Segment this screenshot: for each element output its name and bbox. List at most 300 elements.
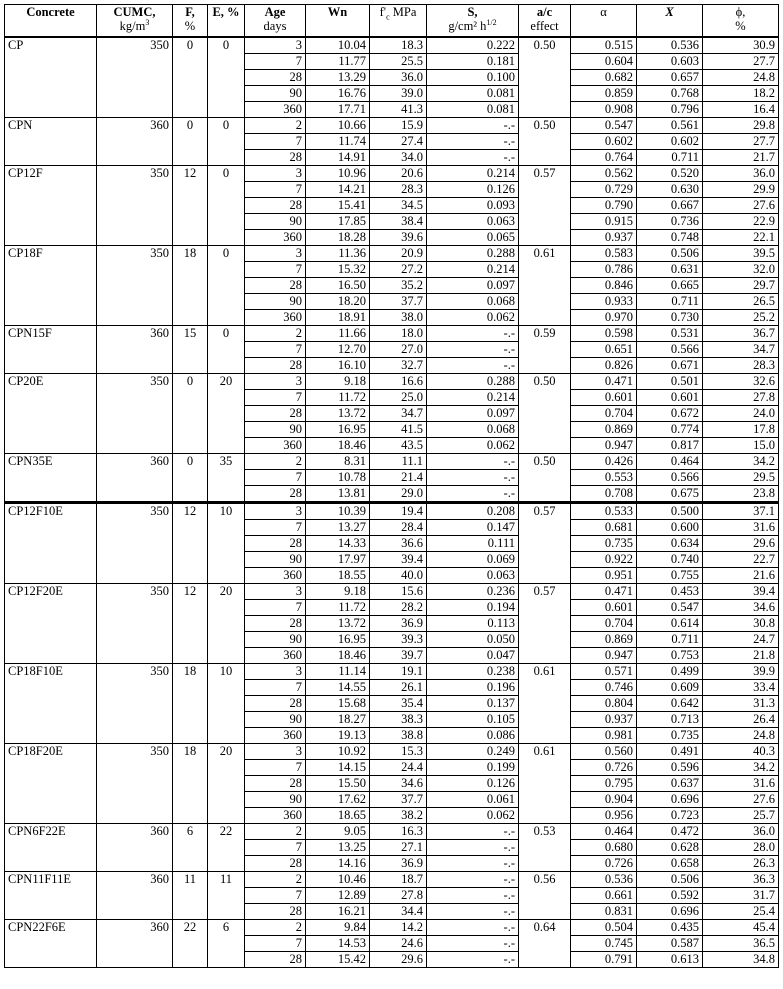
alpha-cell: 0.795 — [571, 776, 637, 792]
s-cell: -.- — [427, 326, 519, 342]
x-cell: 0.596 — [637, 760, 703, 776]
s-cell: 0.194 — [427, 600, 519, 616]
s-cell: -.- — [427, 856, 519, 872]
alpha-cell: 0.651 — [571, 342, 637, 358]
fc-cell: 39.6 — [370, 230, 427, 246]
alpha-cell: 0.704 — [571, 616, 637, 632]
alpha-cell: 0.764 — [571, 150, 637, 166]
phi-cell: 27.7 — [703, 54, 779, 70]
age-cell: 3 — [245, 166, 306, 182]
alpha-cell: 0.956 — [571, 808, 637, 824]
x-cell: 0.642 — [637, 696, 703, 712]
wn-cell: 10.66 — [306, 118, 370, 134]
age-cell: 7 — [245, 54, 306, 70]
x-cell: 0.755 — [637, 568, 703, 584]
header-cumc: CUMC, $kg/m^3$ — [97, 5, 173, 38]
age-cell: 28 — [245, 198, 306, 214]
s-cell: 0.097 — [427, 278, 519, 294]
s-cell: 0.068 — [427, 422, 519, 438]
s-cell: 0.214 — [427, 390, 519, 406]
x-cell: 0.667 — [637, 198, 703, 214]
alpha-cell: 0.933 — [571, 294, 637, 310]
alpha-cell: 0.981 — [571, 728, 637, 744]
fc-cell: 29.0 — [370, 486, 427, 503]
phi-cell: 26.5 — [703, 294, 779, 310]
cumc-cell: 350 — [97, 166, 173, 246]
ac-cell: 0.61 — [519, 246, 571, 326]
x-cell: 0.748 — [637, 230, 703, 246]
alpha-cell: 0.571 — [571, 664, 637, 680]
x-cell: 0.630 — [637, 182, 703, 198]
f-cell: 18 — [173, 664, 208, 744]
s-cell: -.- — [427, 454, 519, 470]
table-row — [5, 584, 779, 600]
wn-cell: 14.53 — [306, 936, 370, 952]
alpha-cell: 0.471 — [571, 584, 637, 600]
x-cell: 0.491 — [637, 744, 703, 760]
wn-cell: 16.10 — [306, 358, 370, 374]
s-cell: 0.181 — [427, 54, 519, 70]
age-cell: 28 — [245, 696, 306, 712]
age-cell: 7 — [245, 936, 306, 952]
e-cell: 0 — [208, 246, 245, 326]
phi-cell: 25.4 — [703, 904, 779, 920]
age-cell: 360 — [245, 438, 306, 454]
ac-cell: 0.61 — [519, 664, 571, 744]
age-cell: 360 — [245, 230, 306, 246]
alpha-cell: 0.869 — [571, 422, 637, 438]
alpha-cell: 0.515 — [571, 37, 637, 54]
phi-cell: 31.6 — [703, 776, 779, 792]
wn-cell: 17.85 — [306, 214, 370, 230]
phi-cell: 16.4 — [703, 102, 779, 118]
wn-cell: 18.46 — [306, 648, 370, 664]
alpha-cell: 0.726 — [571, 760, 637, 776]
wn-cell: 12.89 — [306, 888, 370, 904]
fc-cell: 34.6 — [370, 776, 427, 792]
fc-cell: 36.6 — [370, 536, 427, 552]
phi-cell: 34.8 — [703, 952, 779, 968]
alpha-cell: 0.846 — [571, 278, 637, 294]
fc-cell: 28.2 — [370, 600, 427, 616]
phi-cell: 39.9 — [703, 664, 779, 680]
e-cell: 10 — [208, 664, 245, 744]
age-cell: 90 — [245, 86, 306, 102]
fc-cell: 15.6 — [370, 584, 427, 600]
wn-cell: 10.78 — [306, 470, 370, 486]
phi-cell: 34.6 — [703, 600, 779, 616]
age-cell: 28 — [245, 616, 306, 632]
table-row — [5, 246, 779, 262]
alpha-cell: 0.562 — [571, 166, 637, 182]
cumc-cell: 350 — [97, 374, 173, 454]
concrete-name-cell: CPN6F22E — [5, 824, 97, 872]
e-cell: 0 — [208, 166, 245, 246]
s-cell: -.- — [427, 936, 519, 952]
alpha-cell: 0.826 — [571, 358, 637, 374]
phi-cell: 27.6 — [703, 792, 779, 808]
age-cell: 2 — [245, 920, 306, 936]
wn-cell: 8.31 — [306, 454, 370, 470]
x-cell: 0.740 — [637, 552, 703, 568]
age-cell: 7 — [245, 262, 306, 278]
wn-cell: 18.91 — [306, 310, 370, 326]
f-cell: 6 — [173, 824, 208, 872]
wn-cell: 11.74 — [306, 134, 370, 150]
s-cell: 0.126 — [427, 182, 519, 198]
f-cell: 0 — [173, 454, 208, 503]
x-cell: 0.713 — [637, 712, 703, 728]
age-cell: 7 — [245, 390, 306, 406]
wn-cell: 14.16 — [306, 856, 370, 872]
x-cell: 0.464 — [637, 454, 703, 470]
wn-cell: 13.72 — [306, 616, 370, 632]
wn-cell: 14.21 — [306, 182, 370, 198]
s-cell: 0.068 — [427, 294, 519, 310]
x-cell: 0.657 — [637, 70, 703, 86]
x-cell: 0.547 — [637, 600, 703, 616]
f-cell: 11 — [173, 872, 208, 920]
e-cell: 0 — [208, 37, 245, 118]
age-cell: 90 — [245, 552, 306, 568]
wn-cell: 14.55 — [306, 680, 370, 696]
fc-cell: 11.1 — [370, 454, 427, 470]
ac-cell: 0.53 — [519, 824, 571, 872]
s-cell: -.- — [427, 470, 519, 486]
fc-cell: 39.4 — [370, 552, 427, 568]
s-cell: 0.100 — [427, 70, 519, 86]
s-cell: 0.137 — [427, 696, 519, 712]
concrete-name-cell: CP18F20E — [5, 744, 97, 824]
wn-cell: 15.42 — [306, 952, 370, 968]
x-cell: 0.566 — [637, 342, 703, 358]
fc-cell: 34.0 — [370, 150, 427, 166]
age-cell: 3 — [245, 374, 306, 390]
fc-cell: 38.3 — [370, 712, 427, 728]
fc-cell: 25.5 — [370, 54, 427, 70]
phi-cell: 24.8 — [703, 70, 779, 86]
table-row — [5, 664, 779, 680]
s-cell: 0.093 — [427, 198, 519, 214]
alpha-cell: 0.708 — [571, 486, 637, 503]
alpha-cell: 0.790 — [571, 198, 637, 214]
fc-cell: 24.6 — [370, 936, 427, 952]
ac-cell: 0.57 — [519, 584, 571, 664]
s-cell: 0.063 — [427, 214, 519, 230]
phi-cell: 25.2 — [703, 310, 779, 326]
f-cell: 12 — [173, 503, 208, 584]
e-cell: 10 — [208, 503, 245, 584]
wn-cell: 13.25 — [306, 840, 370, 856]
wn-cell: 16.95 — [306, 422, 370, 438]
cumc-cell: 350 — [97, 744, 173, 824]
cumc-cell: 350 — [97, 246, 173, 326]
alpha-cell: 0.786 — [571, 262, 637, 278]
wn-cell: 14.15 — [306, 760, 370, 776]
age-cell: 3 — [245, 744, 306, 760]
cumc-cell: 350 — [97, 584, 173, 664]
alpha-cell: 0.533 — [571, 503, 637, 520]
wn-cell: 15.50 — [306, 776, 370, 792]
cumc-cell: 360 — [97, 454, 173, 503]
alpha-cell: 0.922 — [571, 552, 637, 568]
x-cell: 0.675 — [637, 486, 703, 503]
s-cell: -.- — [427, 872, 519, 888]
s-cell: 0.199 — [427, 760, 519, 776]
wn-cell: 18.28 — [306, 230, 370, 246]
x-cell: 0.601 — [637, 390, 703, 406]
cumc-cell: 350 — [97, 503, 173, 584]
s-cell: -.- — [427, 358, 519, 374]
alpha-cell: 0.601 — [571, 390, 637, 406]
s-cell: 0.238 — [427, 664, 519, 680]
s-cell: -.- — [427, 888, 519, 904]
wn-cell: 13.29 — [306, 70, 370, 86]
wn-cell: 14.33 — [306, 536, 370, 552]
f-cell: 12 — [173, 584, 208, 664]
s-cell: -.- — [427, 150, 519, 166]
x-cell: 0.730 — [637, 310, 703, 326]
age-cell: 90 — [245, 712, 306, 728]
wn-cell: 11.72 — [306, 390, 370, 406]
ac-cell: 0.61 — [519, 744, 571, 824]
fc-cell: 29.6 — [370, 952, 427, 968]
fc-cell: 38.2 — [370, 808, 427, 824]
phi-cell: 24.7 — [703, 632, 779, 648]
x-cell: 0.536 — [637, 37, 703, 54]
fc-cell: 38.0 — [370, 310, 427, 326]
ac-cell: 0.57 — [519, 503, 571, 584]
x-cell: 0.628 — [637, 840, 703, 856]
phi-cell: 22.1 — [703, 230, 779, 246]
alpha-cell: 0.908 — [571, 102, 637, 118]
fc-cell: 37.7 — [370, 294, 427, 310]
alpha-cell: 0.804 — [571, 696, 637, 712]
phi-cell: 17.8 — [703, 422, 779, 438]
x-cell: 0.613 — [637, 952, 703, 968]
wn-cell: 13.27 — [306, 520, 370, 536]
table-row — [5, 118, 779, 134]
cumc-cell: 360 — [97, 326, 173, 374]
x-cell: 0.665 — [637, 278, 703, 294]
fc-cell: 25.0 — [370, 390, 427, 406]
phi-cell: 33.4 — [703, 680, 779, 696]
fc-cell: 43.5 — [370, 438, 427, 454]
wn-cell: 12.70 — [306, 342, 370, 358]
x-cell: 0.435 — [637, 920, 703, 936]
x-cell: 0.587 — [637, 936, 703, 952]
phi-cell: 24.8 — [703, 728, 779, 744]
e-cell: 20 — [208, 584, 245, 664]
alpha-cell: 0.601 — [571, 600, 637, 616]
fc-cell: 18.3 — [370, 37, 427, 54]
header-alpha: α — [571, 5, 637, 38]
age-cell: 28 — [245, 952, 306, 968]
phi-cell: 36.3 — [703, 872, 779, 888]
wn-cell: 10.46 — [306, 872, 370, 888]
ac-cell: 0.64 — [519, 920, 571, 968]
f-cell: 22 — [173, 920, 208, 968]
phi-cell: 22.7 — [703, 552, 779, 568]
alpha-cell: 0.729 — [571, 182, 637, 198]
age-cell: 28 — [245, 856, 306, 872]
fc-cell: 32.7 — [370, 358, 427, 374]
wn-cell: 10.04 — [306, 37, 370, 54]
alpha-cell: 0.745 — [571, 936, 637, 952]
phi-cell: 32.0 — [703, 262, 779, 278]
alpha-cell: 0.869 — [571, 632, 637, 648]
alpha-cell: 0.915 — [571, 214, 637, 230]
s-cell: 0.062 — [427, 438, 519, 454]
f-cell: 18 — [173, 246, 208, 326]
table-row — [5, 920, 779, 936]
age-cell: 90 — [245, 294, 306, 310]
age-cell: 3 — [245, 664, 306, 680]
wn-cell: 11.72 — [306, 600, 370, 616]
s-cell: 0.214 — [427, 262, 519, 278]
concrete-name-cell: CP18F10E — [5, 664, 97, 744]
ac-cell: 0.50 — [519, 454, 571, 503]
table-row — [5, 374, 779, 390]
fc-cell: 27.4 — [370, 134, 427, 150]
s-cell: 0.062 — [427, 310, 519, 326]
wn-cell: 16.95 — [306, 632, 370, 648]
s-cell: 0.065 — [427, 230, 519, 246]
s-cell: -.- — [427, 920, 519, 936]
s-cell: 0.236 — [427, 584, 519, 600]
wn-cell: 17.97 — [306, 552, 370, 568]
x-cell: 0.672 — [637, 406, 703, 422]
x-cell: 0.637 — [637, 776, 703, 792]
header-ac: a/c effect — [519, 5, 571, 38]
fc-cell: 34.4 — [370, 904, 427, 920]
phi-cell: 31.6 — [703, 520, 779, 536]
fc-cell: 18.7 — [370, 872, 427, 888]
age-cell: 3 — [245, 37, 306, 54]
x-cell: 0.631 — [637, 262, 703, 278]
ac-cell: 0.59 — [519, 326, 571, 374]
phi-cell: 31.7 — [703, 888, 779, 904]
x-cell: 0.696 — [637, 904, 703, 920]
x-cell: 0.603 — [637, 54, 703, 70]
fc-cell: 39.3 — [370, 632, 427, 648]
f-cell: 0 — [173, 118, 208, 166]
header-fc: $f'_c$ MPa — [370, 5, 427, 38]
fc-cell: 41.3 — [370, 102, 427, 118]
age-cell: 7 — [245, 182, 306, 198]
age-cell: 2 — [245, 824, 306, 840]
f-cell: 15 — [173, 326, 208, 374]
concrete-name-cell: CPN — [5, 118, 97, 166]
phi-cell: 29.9 — [703, 182, 779, 198]
s-cell: 0.061 — [427, 792, 519, 808]
concrete-name-cell: CP12F10E — [5, 503, 97, 584]
alpha-cell: 0.536 — [571, 872, 637, 888]
s-cell: 0.214 — [427, 166, 519, 182]
fc-cell: 20.6 — [370, 166, 427, 182]
concrete-name-cell: CPN35E — [5, 454, 97, 503]
alpha-cell: 0.583 — [571, 246, 637, 262]
alpha-cell: 0.426 — [571, 454, 637, 470]
wn-cell: 16.21 — [306, 904, 370, 920]
fc-cell: 16.6 — [370, 374, 427, 390]
wn-cell: 15.41 — [306, 198, 370, 214]
s-cell: 0.196 — [427, 680, 519, 696]
wn-cell: 9.18 — [306, 584, 370, 600]
concrete-name-cell: CP12F — [5, 166, 97, 246]
wn-cell: 16.76 — [306, 86, 370, 102]
cumc-cell: 360 — [97, 920, 173, 968]
x-cell: 0.600 — [637, 520, 703, 536]
age-cell: 28 — [245, 278, 306, 294]
fc-cell: 36.9 — [370, 856, 427, 872]
age-cell: 90 — [245, 632, 306, 648]
s-cell: -.- — [427, 840, 519, 856]
age-cell: 90 — [245, 214, 306, 230]
phi-cell: 21.7 — [703, 150, 779, 166]
x-cell: 0.723 — [637, 808, 703, 824]
s-cell: 0.050 — [427, 632, 519, 648]
cumc-cell: 360 — [97, 824, 173, 872]
age-cell: 360 — [245, 102, 306, 118]
wn-cell: 18.65 — [306, 808, 370, 824]
phi-cell: 22.9 — [703, 214, 779, 230]
phi-cell: 39.4 — [703, 584, 779, 600]
alpha-cell: 0.831 — [571, 904, 637, 920]
alpha-cell: 0.859 — [571, 86, 637, 102]
s-cell: -.- — [427, 486, 519, 503]
fc-cell: 15.9 — [370, 118, 427, 134]
wn-cell: 18.55 — [306, 568, 370, 584]
alpha-cell: 0.726 — [571, 856, 637, 872]
alpha-cell: 0.951 — [571, 568, 637, 584]
fc-cell: 18.0 — [370, 326, 427, 342]
f-cell: 12 — [173, 166, 208, 246]
phi-cell: 26.4 — [703, 712, 779, 728]
alpha-cell: 0.560 — [571, 744, 637, 760]
s-cell: -.- — [427, 952, 519, 968]
alpha-cell: 0.947 — [571, 648, 637, 664]
wn-cell: 14.91 — [306, 150, 370, 166]
table-row — [5, 166, 779, 182]
alpha-cell: 0.704 — [571, 406, 637, 422]
fc-cell: 27.2 — [370, 262, 427, 278]
phi-cell: 36.7 — [703, 326, 779, 342]
concrete-name-cell: CP20E — [5, 374, 97, 454]
x-cell: 0.671 — [637, 358, 703, 374]
wn-cell: 13.72 — [306, 406, 370, 422]
age-cell: 2 — [245, 326, 306, 342]
fc-cell: 27.0 — [370, 342, 427, 358]
alpha-cell: 0.746 — [571, 680, 637, 696]
x-cell: 0.453 — [637, 584, 703, 600]
table-row — [5, 744, 779, 760]
f-cell: 0 — [173, 374, 208, 454]
table-row — [5, 872, 779, 888]
wn-cell: 9.18 — [306, 374, 370, 390]
phi-cell: 45.4 — [703, 920, 779, 936]
age-cell: 2 — [245, 118, 306, 134]
concrete-name-cell: CPN11F11E — [5, 872, 97, 920]
phi-cell: 24.0 — [703, 406, 779, 422]
s-cell: -.- — [427, 118, 519, 134]
header-row — [5, 5, 779, 38]
phi-cell: 34.2 — [703, 760, 779, 776]
fc-cell: 36.0 — [370, 70, 427, 86]
x-cell: 0.499 — [637, 664, 703, 680]
alpha-cell: 0.604 — [571, 54, 637, 70]
age-cell: 7 — [245, 760, 306, 776]
